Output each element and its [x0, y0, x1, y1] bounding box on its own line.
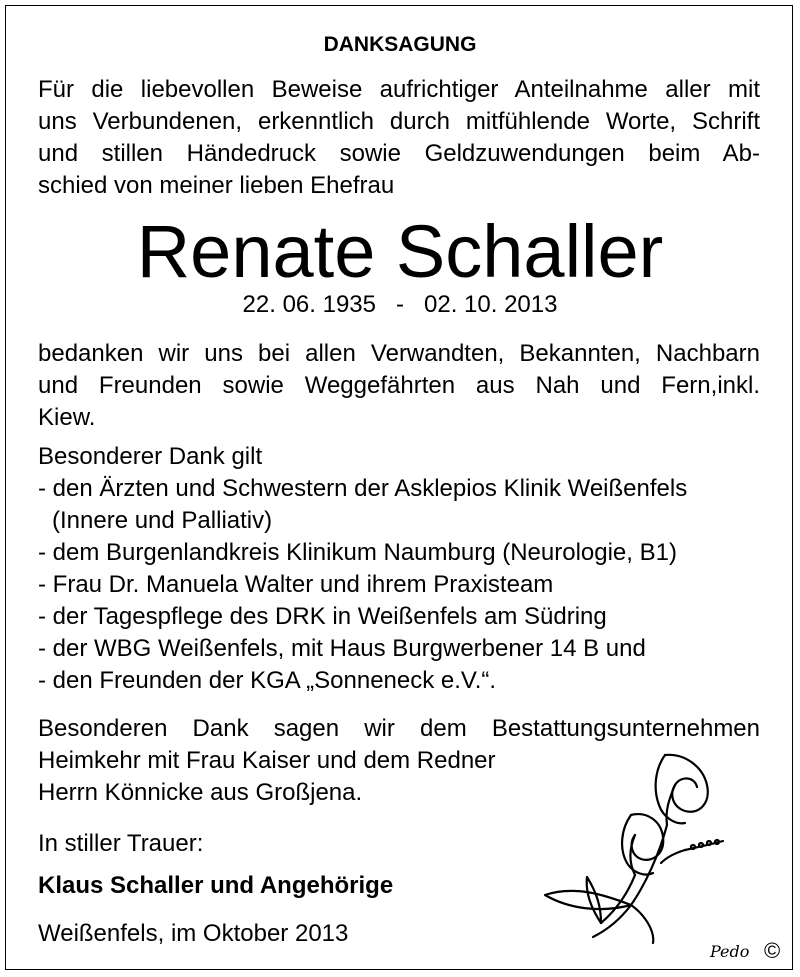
intro-line-2: uns Verbundenen, erkenntlich durch mitfühlende Worte, Schrift [38, 108, 760, 135]
life-dates [0, 289, 800, 321]
deceased-name: Renate Schaller [136, 210, 664, 293]
special-thanks-item: - dem Burgenlandkreis Klinikum Naumburg (Neurologie, B1) [38, 539, 677, 566]
funeral-thanks-line-1: Besonderen Dank sagen wir dem Bestattungsunternehmen [38, 715, 760, 742]
funeral-thanks-line-3: Herrn Könnicke aus Großjena. [38, 779, 363, 806]
special-thanks-item: (Innere und Palliativ) [52, 507, 273, 534]
intro-line-3: und stillen Händedruck sowie Geldzuwendungen beim Ab- [38, 140, 760, 167]
copyright-mark: © [764, 938, 781, 963]
notice-heading: DANKSAGUNG [323, 33, 477, 56]
mourning-label: In stiller Trauer: [38, 830, 204, 857]
thanks-line-1: bedanken wir uns bei allen Verwandten, Bekannten, Nachbarn [38, 340, 760, 367]
calla-lily-icon [535, 745, 735, 945]
birth-date: 22. 06. 1935 [242, 291, 376, 318]
artist-signature: Pedo [710, 942, 750, 961]
intro-line-4: schied von meiner lieben Ehefrau [38, 172, 395, 199]
place-date: Weißenfels, im Oktober 2013 [38, 920, 349, 947]
thanks-line-2: und Freunden sowie Weggefährten aus Nah und Fern,inkl. [38, 372, 760, 399]
special-thanks-item: - den Freunden der KGA „Sonneneck e.V.“. [38, 667, 497, 694]
signer-name: Klaus Schaller und Angehörige [38, 872, 394, 899]
special-thanks-item: - Frau Dr. Manuela Walter und ihrem Praxisteam [38, 571, 554, 598]
thanks-line-3: Kiew. [38, 404, 96, 431]
special-thanks-item: - der WBG Weißenfels, mit Haus Burgwerbener 14 B und [38, 635, 646, 662]
special-thanks-heading: Besonderer Dank gilt [38, 443, 263, 470]
special-thanks-item: - der Tagespflege des DRK in Weißenfels am Südring [38, 603, 607, 630]
death-date: 02. 10. 2013 [424, 291, 558, 318]
funeral-thanks-line-2: Heimkehr mit Frau Kaiser und dem Redner [38, 747, 496, 774]
special-thanks-item: - den Ärzten und Schwestern der Asklepios Klinik Weißenfels [38, 475, 688, 502]
intro-line-1: Für die liebevollen Beweise aufrichtiger Anteilnahme aller mit [38, 76, 760, 103]
date-separator: - [396, 291, 404, 318]
